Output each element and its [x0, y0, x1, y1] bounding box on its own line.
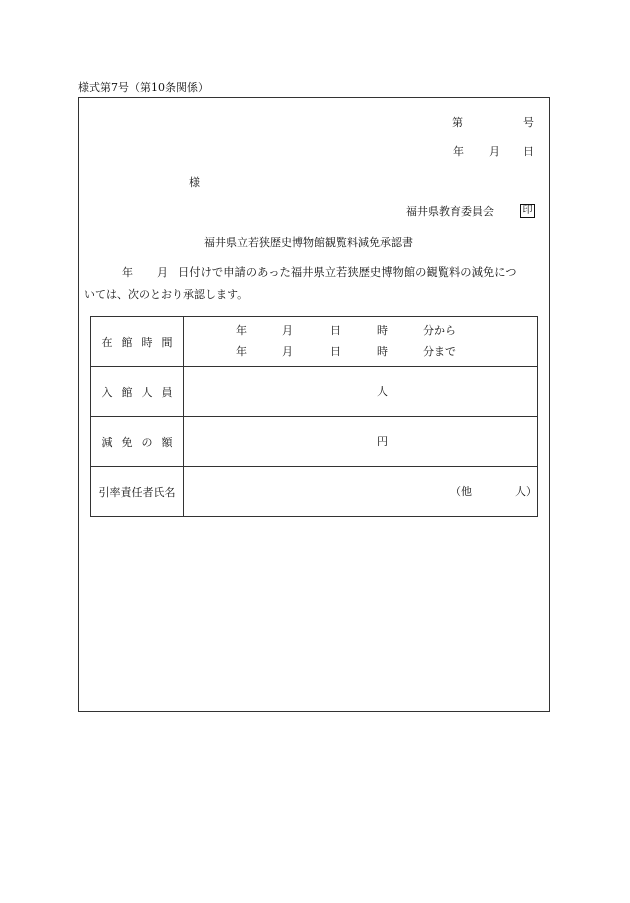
- document-title: 福井県立若狭歴史博物館観覧料減免承認書: [204, 236, 413, 249]
- table-row: [91, 367, 538, 417]
- addressee-honorific: 様: [189, 176, 200, 189]
- body-text-line-1: 日付けで申請のあった福井県立若狭歴史博物館の観覧料の減免につ: [178, 266, 517, 279]
- amount-unit: 円: [377, 435, 388, 448]
- visitor-count-field: [184, 367, 538, 417]
- date-year-label: 年: [453, 145, 464, 158]
- table-row: [91, 417, 538, 467]
- stay-time-field: [184, 317, 538, 367]
- table-row: [91, 317, 538, 367]
- others-count-open: （他: [450, 485, 472, 498]
- visitor-unit: 人: [377, 385, 388, 398]
- form-number-label: 様式第7号（第10条関係）: [78, 81, 209, 94]
- leader-name-field: [184, 467, 538, 517]
- row-label: 減免の額: [91, 417, 184, 467]
- others-count-close: 人）: [515, 485, 537, 498]
- seal-box: 印: [520, 204, 535, 218]
- body-text-line-2: いては、次のとおり承認します。: [84, 288, 249, 301]
- stay-time-from-line: 年 月 日 時 分から: [236, 324, 456, 337]
- discount-amount-field: [184, 417, 538, 467]
- doc-number-prefix: 第: [452, 116, 463, 129]
- row-label: 在館時間: [91, 317, 184, 367]
- row-label: 入館人員: [91, 367, 184, 417]
- stay-time-to-line: 年 月 日 時 分まで: [236, 345, 456, 358]
- issuer-name: 福井県教育委員会: [406, 205, 494, 218]
- body-year-label: 年: [122, 266, 133, 279]
- body-month-label: 月: [157, 266, 168, 279]
- table-row: [91, 467, 538, 517]
- details-table: [90, 316, 538, 517]
- row-label: 引率責任者氏名: [91, 467, 184, 517]
- date-month-label: 月: [489, 145, 500, 158]
- doc-number-suffix: 号: [523, 116, 534, 129]
- date-day-label: 日: [523, 145, 534, 158]
